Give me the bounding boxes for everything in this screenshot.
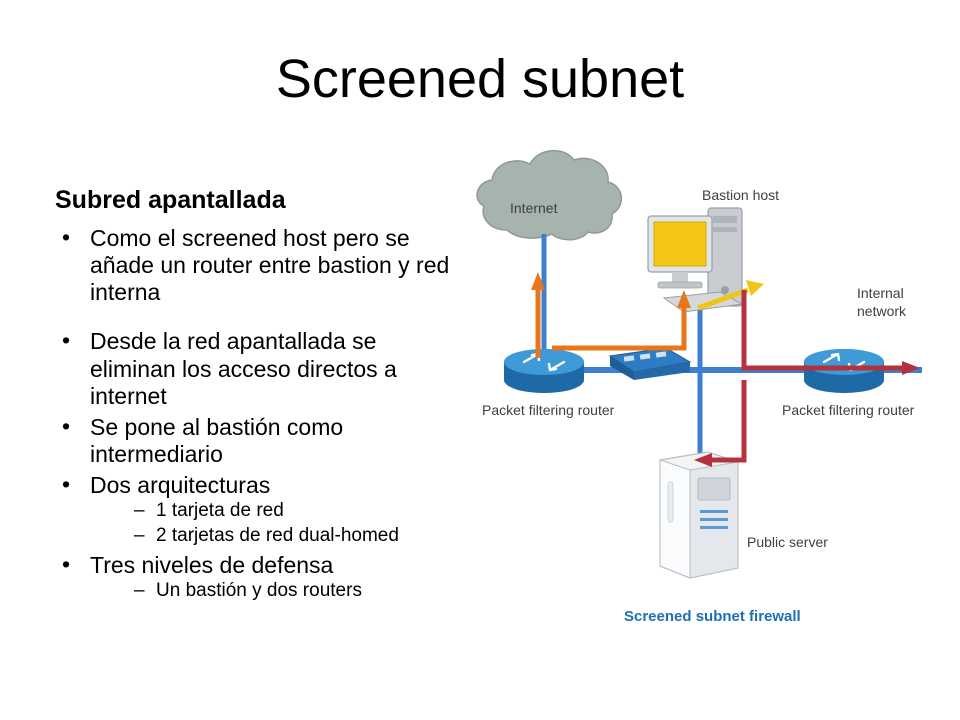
sub-list-item [90, 524, 452, 548]
sub-bullet-text: Un bastión y dos routers [156, 579, 362, 601]
switch-icon [610, 348, 690, 380]
sub-list-item [90, 579, 452, 603]
packet-filtering-router-left-label: Packet filtering router [482, 402, 615, 418]
list-item [52, 414, 452, 468]
bullet-text: Se pone al bastión como intermediario [90, 413, 344, 467]
bullet-text: Como el screened host pero se añade un router entre bastion y red interna [90, 225, 450, 306]
list-item [52, 472, 452, 548]
public-server-label: Public server [747, 534, 828, 550]
network-diagram [452, 130, 952, 650]
sub-bullet-list [90, 499, 452, 548]
list-item [52, 225, 452, 306]
sub-list-item [90, 499, 452, 523]
packet-filtering-router-left-icon [504, 349, 584, 393]
internet-label: Internet [510, 200, 558, 216]
diagram-caption: Screened subnet firewall [624, 608, 801, 625]
subheading: Subred apantallada [55, 186, 286, 214]
bullet-text: Dos arquitecturas [90, 472, 271, 498]
bullet-text: Tres niveles de defensa [90, 551, 334, 578]
bullet-text: Desde la red apantallada se eliminan los acceso directos a internet [90, 328, 397, 409]
sub-bullet-text: 2 tarjetas de red dual-homed [156, 524, 399, 546]
bastion-host-label: Bastion host [702, 187, 780, 203]
list-item [52, 328, 452, 409]
list-item [52, 552, 452, 603]
content-body [52, 185, 452, 607]
public-server-icon [660, 452, 738, 578]
bullet-list [52, 225, 452, 603]
page-title: Screened subnet [275, 49, 685, 109]
internet-cloud-icon [477, 151, 621, 240]
sub-bullet-list [90, 579, 452, 603]
sub-bullet-text: 1 tarjeta de red [156, 500, 284, 522]
internal-network-label: Internal network [857, 285, 907, 319]
packet-filtering-router-right-label: Packet filtering router [782, 402, 915, 418]
